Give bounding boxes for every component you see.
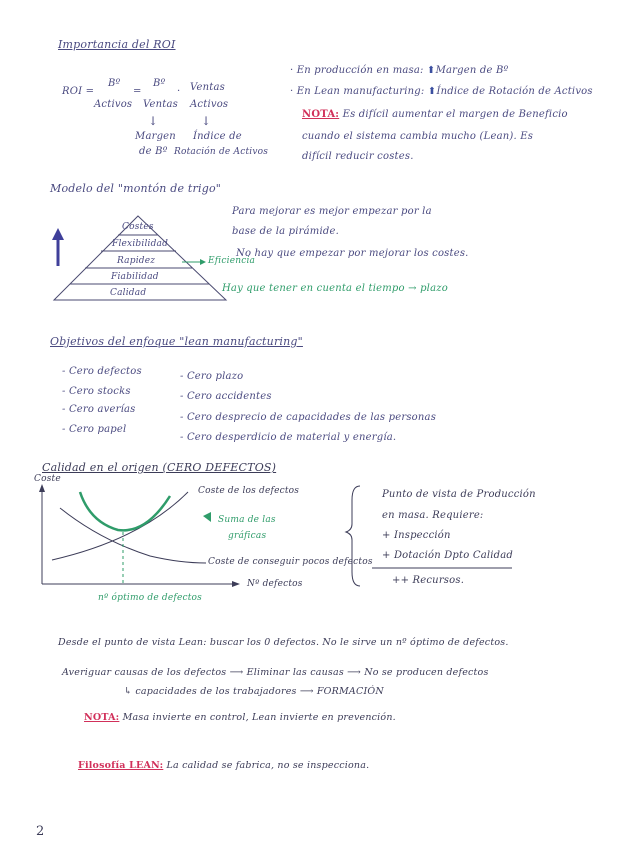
up-arrow-icon: ⬆ [427,86,437,97]
calidad-title: Calidad en el origen (CERO DEFECTOS) [42,461,277,474]
nota-label: NOTA: [84,712,120,723]
arrow-down-2: ↓ [201,114,212,128]
trigo-note-2: base de la pirámide. [232,226,339,237]
frac3-den: Activos [190,99,229,110]
arrow-down-1: ↓ [148,114,159,128]
filosofia-label: Filosofía LEAN: [78,760,164,771]
pyramid-level-calidad: Calidad [110,288,147,298]
curve-label-sum-1: Suma de las [218,515,276,525]
lean-point-of-view: Desde el punto de vista Lean: buscar los 0 defectos. No le sirve un nº óptimo de defectos. [58,637,509,648]
eficiencia-label: Eficiencia [208,256,256,266]
frac2-den: Ventas [143,99,178,110]
side-line-4: + Dotación Dpto Calidad [382,550,514,561]
objetivo-item: - Cero papel [62,424,127,435]
pyramid-level-flexibilidad: Flexibilidad [112,239,169,249]
bottom-nota: NOTA: Masa invierte en control, Lean invierte en prevención. [84,712,396,723]
page-number: 2 [36,824,45,839]
objetivo-item: - Cero desprecio de capacidades de las personas [180,412,437,423]
side-line-2: en masa. Requiere: [382,510,484,521]
trigo-note-1: Para mejorar es mejor empezar por la [232,206,432,217]
curve-label-sum-2: gráficas [228,531,267,541]
curve-label-cost-few: Coste de conseguir pocos defectos [208,557,373,567]
label-rotacion-1: Índice de [193,131,242,142]
bullet-1: · En producción en masa: ⬆Margen de Bº [290,65,509,76]
frac1-den: Activos [94,99,133,110]
side-line-3: + Inspección [382,530,451,541]
dot-sign: · [177,86,181,97]
frac1-num: Bº [108,78,121,89]
roi-nota-line3: difícil reducir costes. [302,151,414,162]
roi-nota-line2: cuando el sistema cambia mucho (Lean). Es [302,131,534,142]
objetivo-item: - Cero averías [62,404,136,415]
causes-chain: Averiguar causas de los defectos ⟶ Eliminar las causas ⟶ No se producen defectos [62,667,489,678]
side-line-1: Punto de vista de Producción [382,489,536,500]
frac2-num: Bº [153,78,166,89]
objetivo-item: - Cero defectos [62,366,142,377]
trigo-note-3: No hay que empezar por mejorar los costes. [236,248,469,259]
objetivo-item: - Cero desperdicio de material y energía. [180,432,397,443]
pyramid-level-fiabilidad: Fiabilidad [111,272,159,282]
objetivo-item: - Cero accidentes [180,391,272,402]
side-line-5: ++ Recursos. [392,575,465,586]
filosofia-lean: Filosofía LEAN: La calidad se fabrica, no se inspecciona. [78,760,370,771]
nota-label: NOTA: [302,109,340,120]
roi-title: Importancia del ROI [58,38,176,51]
label-rotacion-2: Rotación de Activos [174,147,269,157]
training-chain: ↳ capacidades de los trabajadores ⟶ FORMACIÓN [124,686,384,697]
objetivo-item: - Cero plazo [180,371,244,382]
x-axis-label: Nº defectos [247,579,303,589]
roi-formula-lhs: ROI = [62,86,95,97]
frac3-num: Ventas [190,82,225,93]
pyramid-level-costes: Costes [122,222,154,232]
trigo-title: Modelo del "montón de trigo" [50,182,222,195]
curve-label-cost-defects: Coste de los defectos [198,486,300,496]
eq-sign: = [133,86,142,97]
label-margin-2: de Bº [139,146,168,157]
roi-nota-line1: NOTA: Es difícil aumentar el margen de Beneficio [302,109,568,120]
y-axis-label: Coste [34,474,61,484]
pyramid-level-rapidez: Rapidez [117,256,156,266]
objetivos-title: Objetivos del enfoque "lean manufacturing" [50,335,303,348]
bullet-2: · En Lean manufacturing: ⬆Índice de Rotación de Activos [290,86,593,97]
optimo-label: nº óptimo de defectos [98,593,202,603]
label-margin-1: Margen [135,131,176,142]
trigo-note-4: Hay que tener en cuenta el tiempo → plazo [222,283,448,294]
up-arrow-icon: ⬆ [426,65,436,76]
objetivo-item: - Cero stocks [62,386,131,397]
